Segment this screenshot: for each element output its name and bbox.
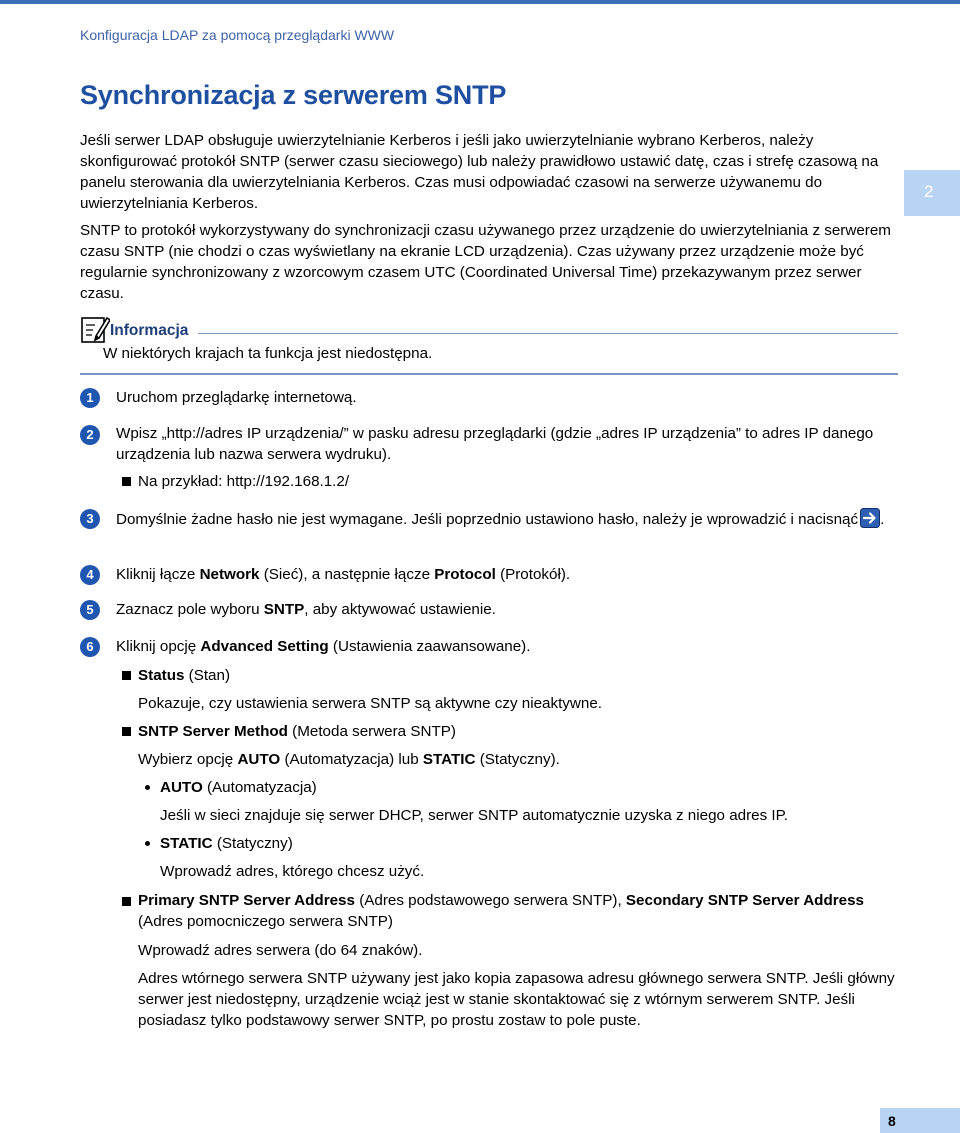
secondary-address-label: Secondary SNTP Server Address: [625, 892, 864, 909]
address-description-2: Adres wtórnego serwera SNTP używany jest jako kopia zapasowa adresu głównego serwera SNTP. Jeśli główny serwer jest niedostępny, urządzenie wciąż jest w stanie skontaktować się z wtórnym serwerem SNTP. Jeśli posiadasz tylko podstawowy serwer SNTP, po prostu zostaw to pole puste.: [138, 970, 895, 1029]
step-1-text: Uruchom przeglądarkę internetową.: [116, 389, 357, 406]
auto-option: AUTO: [237, 751, 281, 768]
advanced-setting-label: Advanced Setting: [200, 638, 329, 655]
method-label: SNTP Server Method: [138, 723, 288, 740]
static-translation: (Statyczny): [212, 835, 293, 852]
auto-heading: [160, 777, 905, 798]
address-heading: [138, 890, 903, 932]
status-description: Pokazuje, czy ustawienia serwera SNTP są aktywne czy nieaktywne.: [138, 695, 602, 712]
bullet-dot: [145, 785, 150, 790]
bullet-dot: [145, 841, 150, 846]
static-description: Wprowadź adres, którego chcesz użyć.: [160, 863, 425, 880]
note-bottom-rule: [80, 373, 898, 375]
method-desc-mid: (Automatyzacja) lub: [280, 751, 423, 768]
static-heading: [160, 833, 905, 854]
note-box: [80, 314, 898, 374]
step-number-3: 3: [80, 509, 100, 529]
step-number-5: 5: [80, 600, 100, 620]
step-3-body: Domyślnie żadne hasło nie jest wymagane. Jeśli poprzednio ustawiono hasło, należy je wprowadzić i nacisnąć: [116, 511, 859, 528]
step-5-text: [116, 599, 901, 620]
step-3-end: .: [880, 511, 885, 528]
intro-paragraph-1: Jeśli serwer LDAP obsługuje uwierzytelnianie Kerberos i jeśli jako uwierzytelnianie wybrano Kerberos, należy skonfigurować protokół SNTP (serwer czasu sieciowego) lub należy prawidłowo ustawić datę, czas i strefę czasową na panelu sterowania dla uwierzytelniania Kerberos. Czas musi odpowiadać czasowi na serwerze używanemu do uwierzytelniania Kerberos.: [80, 132, 879, 212]
status-label: Status: [138, 667, 185, 684]
step-4-text: [116, 564, 901, 585]
step-6-text: [116, 636, 901, 657]
status-heading: [138, 665, 903, 686]
method-heading: [138, 721, 903, 742]
step-6-post: (Ustawienia zaawansowane).: [328, 638, 531, 655]
method-description: [138, 749, 903, 770]
running-header: Konfiguracja LDAP za pomocą przeglądarki WWW: [80, 27, 395, 43]
network-link-label: Network: [199, 566, 260, 583]
step-2-text: Wpisz „http://adres IP urządzenia/” w pasku adresu przeglądarki (gdzie „adres IP urządzenia” to adres IP danego urządzenia lub nazwa serwera wydruku).: [116, 425, 874, 463]
step-3-text: [116, 508, 896, 530]
step-6-pre: Kliknij opcję: [116, 638, 201, 655]
method-translation: (Metoda serwera SNTP): [287, 723, 456, 740]
status-translation: (Stan): [184, 667, 230, 684]
method-desc-pre: Wybierz opcję: [138, 751, 238, 768]
step-4-post: (Protokół).: [495, 566, 571, 583]
go-arrow-icon: [860, 508, 880, 528]
chapter-tab: [904, 170, 960, 216]
bullet-square: [122, 671, 131, 680]
static-option: STATIC: [422, 751, 476, 768]
bullet-square: [122, 897, 131, 906]
step-number-2: 2: [80, 425, 100, 445]
step-number-6: 6: [80, 637, 100, 657]
sntp-checkbox-label: SNTP: [263, 601, 305, 618]
primary-address-translation: (Adres podstawowego serwera SNTP),: [354, 892, 626, 909]
page-number: 8: [888, 1113, 896, 1129]
primary-address-label: Primary SNTP Server Address: [138, 892, 355, 909]
step-2-example: Na przykład: http://192.168.1.2/: [138, 473, 350, 490]
bullet-square: [122, 477, 131, 486]
chapter-number: 2: [924, 182, 934, 201]
address-description-1: Wprowadź adres serwera (do 64 znaków).: [138, 942, 423, 959]
step-number-1: 1: [80, 388, 100, 408]
note-pencil-icon: [80, 314, 110, 344]
note-rule: [198, 333, 898, 334]
step-4-pre: Kliknij łącze: [116, 566, 200, 583]
secondary-address-translation: (Adres pomocniczego serwera SNTP): [138, 913, 393, 930]
top-rule: [0, 0, 960, 4]
step-5-pre: Zaznacz pole wyboru: [116, 601, 264, 618]
note-title: Informacja: [110, 322, 189, 339]
step-4-mid: (Sieć), a następnie łącze: [259, 566, 435, 583]
intro-paragraph-2: SNTP to protokół wykorzystywany do synchronizacji czasu używanego przez urządzenie do uwierzytelniania z serwerem czasu SNTP (nie chodzi o czas wyświetlany na ekranie LCD urządzenia). Czas używany przez urządzenie może być regularnie synchronizowany z wzorcowym czasem UTC (Coordinated Universal Time) przekazywanym przez serwer czasu.: [80, 222, 891, 302]
note-text: W niektórych krajach ta funkcja jest niedostępna.: [103, 345, 433, 362]
step-number-4: 4: [80, 565, 100, 585]
static-label: STATIC: [160, 835, 213, 852]
step-5-post: , aby aktywować ustawienie.: [304, 601, 496, 618]
page-title: Synchronizacja z serwerem SNTP: [80, 80, 507, 110]
bullet-square: [122, 727, 131, 736]
protocol-link-label: Protocol: [434, 566, 496, 583]
auto-description: Jeśli w sieci znajduje się serwer DHCP, serwer SNTP automatycznie uzyska z niego adres IP.: [160, 807, 789, 824]
auto-translation: (Automatyzacja): [202, 779, 317, 796]
method-desc-post: (Statyczny).: [475, 751, 560, 768]
auto-label: AUTO: [160, 779, 203, 796]
